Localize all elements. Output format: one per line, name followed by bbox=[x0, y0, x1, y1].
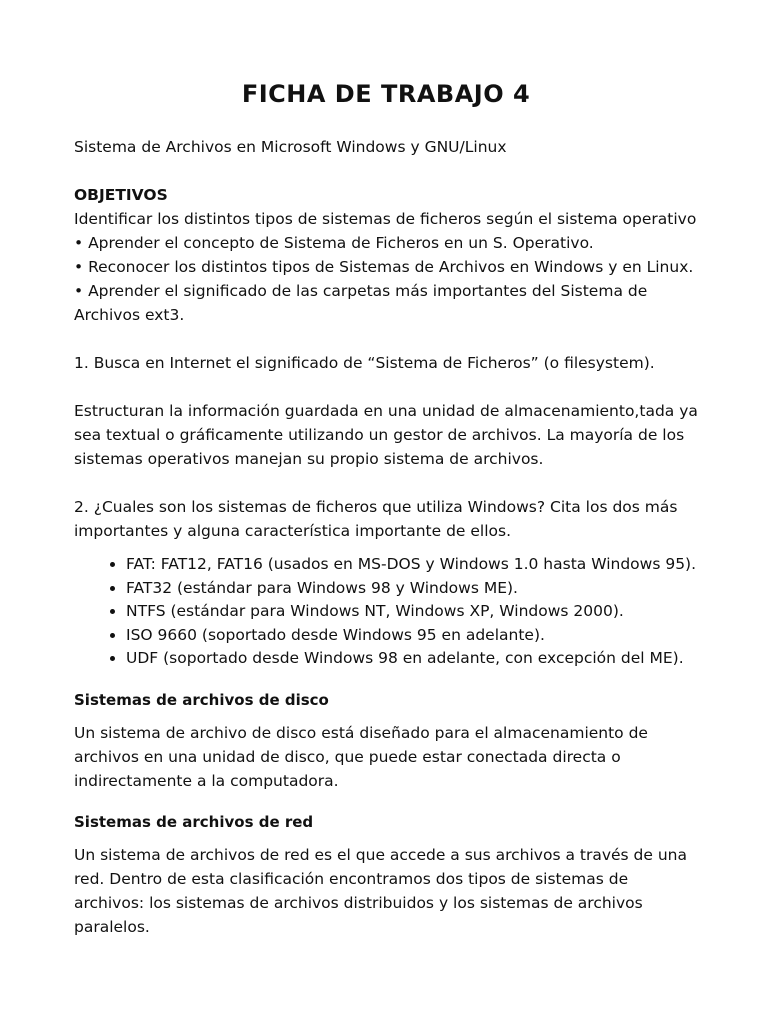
network-filesystems-text: Un sistema de archivos de red es el que accede a sus archivos a través de una red. Dentro de esta clasificación encontramos dos tipos de sistemas de archivos: los sistemas de archivos distribuidos y los sistemas de archivos paralelos. bbox=[74, 845, 687, 936]
list-item: • ISO 9660 (soportado desde Windows 95 en adelante). bbox=[126, 624, 698, 648]
page-title: FICHA DE TRABAJO 4 bbox=[241, 80, 531, 108]
objective-item: • Reconocer los distintos tipos de Sistemas de Archivos en Windows y en Linux. bbox=[74, 258, 694, 276]
subtitle: Sistema de Archivos en Microsoft Windows y GNU/Linux bbox=[74, 138, 507, 156]
filesystem-list bbox=[74, 553, 698, 671]
objectives-heading: OBJETIVOS bbox=[74, 186, 168, 204]
answer-1: Estructuran la información guardada en una unidad de almacenamiento,tada ya sea textual o gráficamente utilizando un gestor de archivos. La mayoría de los sistemas operativos manejan su propio sistema de archivos. bbox=[74, 402, 698, 468]
list-item: • UDF (soportado desde Windows 98 en adelante, con excepción del ME). bbox=[126, 647, 698, 671]
disk-filesystems-text: Un sistema de archivo de disco está diseñado para el almacenamiento de archivos en una unidad de disco, que puede estar conectada directa o indirectamente a la computadora. bbox=[74, 723, 648, 790]
list-item: • NTFS (estándar para Windows NT, Windows XP, Windows 2000). bbox=[126, 600, 698, 624]
question-1: 1. Busca en Internet el significado de “Sistema de Ficheros” (o filesystem). bbox=[74, 354, 655, 372]
network-filesystems-heading: Sistemas de archivos de red bbox=[74, 812, 314, 831]
objectives-list bbox=[74, 207, 698, 327]
question-2: 2. ¿Cuales son los sistemas de ficheros que utiliza Windows? Cita los dos más importantes y alguna característica importante de ellos. bbox=[74, 498, 678, 540]
list-item: • FAT: FAT12, FAT16 (usados en MS-DOS y Windows 1.0 hasta Windows 95). bbox=[126, 553, 698, 577]
disk-filesystems-heading: Sistemas de archivos de disco bbox=[74, 690, 329, 709]
objective-item: Identificar los distintos tipos de sistemas de ficheros según el sistema operativo bbox=[74, 210, 697, 228]
objective-item: • Aprender el significado de las carpetas más importantes del Sistema de Archivos ext3. bbox=[74, 282, 648, 324]
objective-item: • Aprender el concepto de Sistema de Ficheros en un S. Operativo. bbox=[74, 234, 594, 252]
list-item: • FAT32 (estándar para Windows 98 y Windows ME). bbox=[126, 577, 698, 601]
